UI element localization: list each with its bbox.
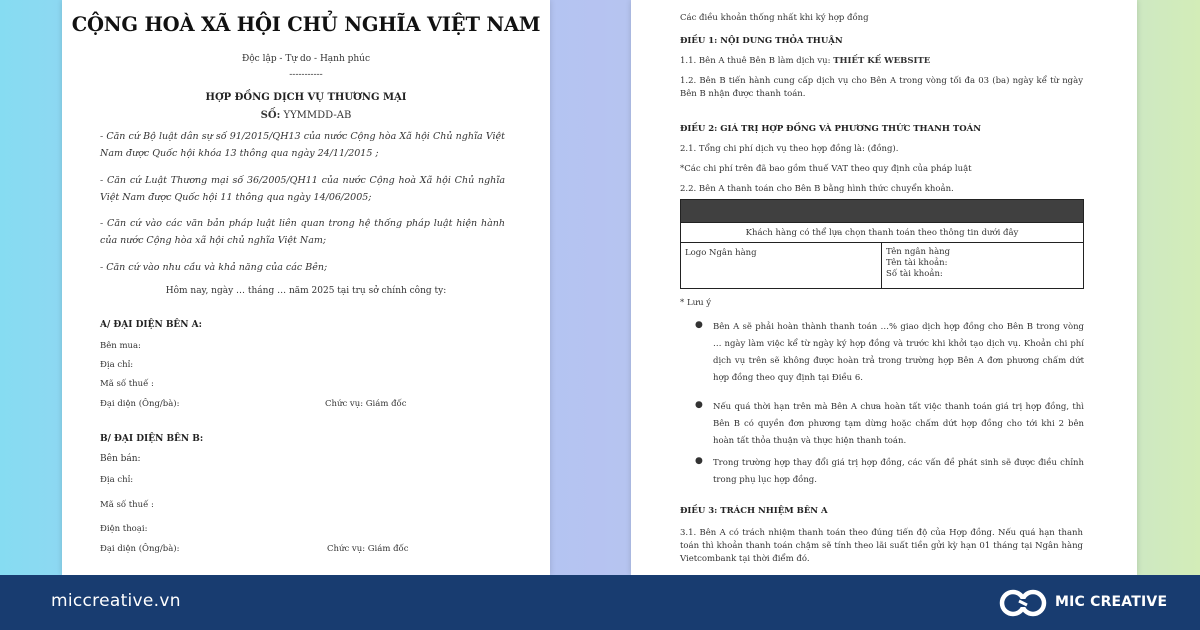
legal-basis-4: - Căn cứ vào nhu cầu và khả năng của các Bên; [100, 262, 328, 273]
motto-divider: ----------- [289, 70, 323, 80]
payment-table-row [681, 242, 1083, 288]
terms-intro: Các điều khoản thống nhất khi ký hợp đồng [680, 13, 869, 23]
account-name-label: Tên tài khoản: [886, 258, 948, 268]
legal-basis-3: - Căn cứ vào các văn bản pháp luật liên quan trong hệ thống pháp luật hiện hành của nước Cộng hòa xã hội chủ nghĩa Việt Nam; [100, 218, 505, 246]
contract-title: HỢP ĐỒNG DỊCH VỤ THƯƠNG MẠI [205, 92, 407, 103]
article-2-vat-note: *Các chi phí trên đã bao gồm thuế VAT theo quy định của pháp luật [680, 164, 972, 174]
contract-number-value: YYMMDD-AB [283, 110, 352, 121]
bank-details-cell [882, 243, 1083, 288]
footer-bar [0, 575, 1200, 630]
article-1-service-name: THIẾT KẾ WEBSITE [833, 56, 931, 66]
payment-table-header-bar [681, 200, 1083, 222]
payment-info-table [680, 199, 1084, 289]
party-a-representative: Đại diện (Ông/bà): [100, 399, 180, 409]
contract-number-label: SỐ: [260, 110, 281, 121]
party-a-buyer: Bên mua: [100, 341, 141, 351]
article-2-item-1: 2.1. Tổng chi phí dịch vụ theo hợp đồng là: (đồng). [680, 144, 899, 154]
mic-creative-logo-icon [998, 588, 1048, 618]
party-a-address: Địa chỉ: [100, 360, 134, 370]
article-1-item-2: 1.2. Bên B tiến hành cung cấp dịch vụ cho Bên A trong vòng tối đa 03 (ba) ngày kể từ ngày Bên B nhận được thanh toán. [680, 76, 1083, 99]
party-a-tax-code: Mã số thuế : [100, 379, 154, 389]
article-3-heading: ĐIỀU 3: TRÁCH NHIỆM BÊN A [680, 506, 828, 516]
bullet-icon: ● [695, 320, 703, 330]
article-1-item-1 [680, 55, 1083, 68]
article-1-item-1-text: 1.1. Bên A thuê Bên B làm dịch vụ: [680, 56, 831, 66]
legal-basis-1: - Căn cứ Bộ luật dân sự số 91/2015/QH13 của nước Cộng hòa Xã hội Chủ nghĩa Việt Nam được Quốc hội khóa 13 thông qua ngày 24/11/2015 ; [100, 131, 505, 159]
note-item-3: Trong trường hợp thay đổi giá trị hợp đồng, các vấn đề phát sinh sẽ được điều chỉnh trong phụ lục hợp đồng. [713, 458, 1084, 485]
contract-page-left [62, 0, 550, 575]
article-2-heading: ĐIỀU 2: GIÁ TRỊ HỢP ĐỒNG VÀ PHƯƠNG THỨC THANH TOÁN [680, 124, 982, 134]
bank-name-label: Tên ngân hàng [886, 247, 951, 257]
party-a-position: Chức vụ: Giám đốc [325, 399, 407, 409]
bank-logo-cell: Logo Ngân hàng [681, 243, 882, 288]
payment-table-caption: Khách hàng có thể lựa chọn thanh toán theo thông tin dưới đây [681, 222, 1083, 242]
article-2-item-2: 2.2. Bên A thanh toán cho Bên B bằng hình thức chuyển khoản. [680, 184, 954, 194]
note-label: * Lưu ý [680, 298, 712, 308]
party-b-address: Địa chỉ: [100, 475, 134, 485]
article-1-heading: ĐIỀU 1: NỘI DUNG THỎA THUẬN [680, 36, 843, 46]
note-item-2: Nếu quá thời hạn trên mà Bên A chưa hoàn tất việc thanh toán giá trị hợp đồng, thì Bên B có quyền đơn phương tạm dừng hoặc chấm dứt hợp đồng cho tới khi 2 bên hoàn tất thỏa thuận và thực hiện thanh toán. [713, 402, 1084, 446]
account-number-label: Số tài khoản: [886, 269, 943, 279]
article-3-item-1: 3.1. Bên A có trách nhiệm thanh toán theo đúng tiến độ của Hợp đồng. Nếu quá hạn thanh toán thì khoản thanh toán chậm sẽ tính theo lãi suất tiền gửi kỳ hạn 01 tháng tại Ngân hàng Vietcombank tại thời điểm đó. [680, 528, 1083, 564]
motto: Độc lập - Tự do - Hạnh phúc [241, 54, 371, 64]
party-a-heading: A/ ĐẠI DIỆN BÊN A: [100, 320, 202, 330]
party-b-representative: Đại diện (Ông/bà): [100, 544, 180, 554]
note-item-1: Bên A sẽ phải hoàn thành thanh toán …% giao dịch hợp đồng cho Bên B trong vòng … ngày làm việc kể từ ngày ký hợp đồng và trước khi khởi tạo dịch vụ. Khoản chi phí dịch vụ trên sẽ không được hoàn trả trong trường hợp Bên A đơn phương chấm dứt hợp đồng theo quy định tại Điều 6. [713, 322, 1084, 383]
party-b-phone: Điện thoại: [100, 524, 148, 534]
signing-date-line: Hôm nay, ngày … tháng … năm 2025 tại trụ sở chính công ty: [165, 286, 447, 296]
country-title: CỘNG HOÀ XÃ HỘI CHỦ NGHĨA VIỆT NAM [71, 13, 541, 36]
party-b-position: Chức vụ: Giám đốc [327, 544, 409, 554]
bullet-icon: ● [695, 456, 703, 466]
party-b-tax-code: Mã số thuế : [100, 500, 154, 510]
brand-name: MIC CREATIVE [1055, 594, 1168, 610]
contract-number [62, 110, 550, 121]
website-link[interactable]: miccreative.vn [51, 591, 181, 611]
party-b-seller: Bên bán: [100, 454, 141, 464]
party-b-heading: B/ ĐẠI DIỆN BÊN B: [100, 434, 204, 444]
contract-page-right [631, 0, 1137, 575]
bullet-icon: ● [695, 400, 703, 410]
legal-basis-2: - Căn cứ Luật Thương mại số 36/2005/QH11 của nước Cộng hoà Xã hội Chủ nghĩa Việt Nam được Quốc hội 11 thông qua ngày 14/06/2005; [100, 175, 505, 203]
